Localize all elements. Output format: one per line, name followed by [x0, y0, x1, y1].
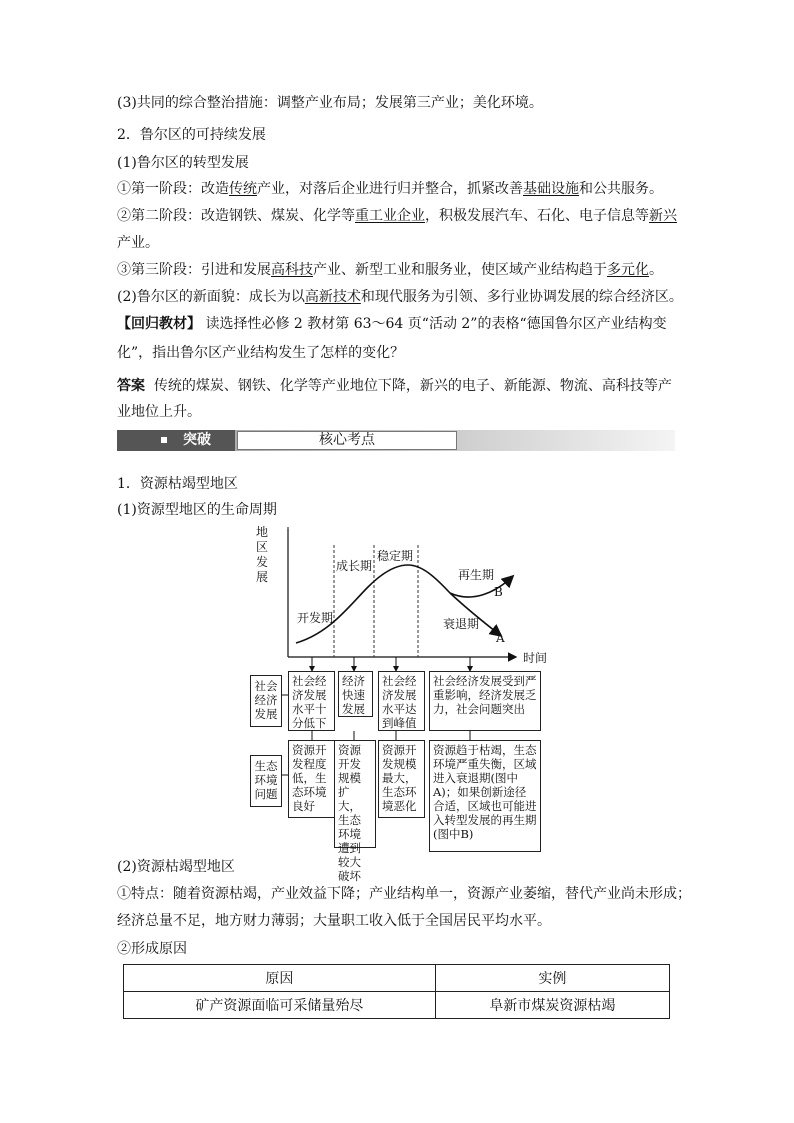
- economy-box-growth: 经济快速发展: [338, 671, 373, 717]
- stage-label: 衰退期: [443, 617, 480, 631]
- table-cell: 阜新市煤炭资源枯竭: [435, 992, 669, 1019]
- section-banner: [117, 430, 675, 451]
- text-line: 化”，指出鲁尔区产业结构发生了怎样的变化？: [117, 345, 405, 361]
- table-header: 实例: [435, 965, 669, 992]
- life-cycle-diagram: [250, 525, 560, 883]
- text-line: 产业。: [117, 235, 159, 251]
- section-heading: 1．资源枯竭型地区: [117, 476, 238, 492]
- environment-box-decline: 资源趋于枯竭，生态环境严重失衡，区域进入衰退期(图中A)；如果创新途径合适，区域也可能进入转型发展的再生期(图中B): [429, 740, 541, 852]
- text-line: 业地位上升。: [117, 404, 201, 420]
- point-label: A: [496, 631, 505, 645]
- economy-box-stable: 社会经济发展水平达到峰值: [378, 671, 425, 731]
- text-line: 经济总量不足，地方财力薄弱；大量职工收入低于全国居民平均水平。: [117, 913, 551, 929]
- table-header-row: [124, 965, 670, 992]
- text-line: ②第二阶段：改造钢铁、煤炭、化学等重工业企业，积极发展汽车、石化、电子信息等新兴: [117, 208, 677, 224]
- stage-label: 稳定期: [377, 549, 414, 563]
- stage-label: 成长期: [336, 559, 373, 573]
- row-label-economy: 社会经济发展: [250, 675, 282, 727]
- environment-box-growth: 资源开发规模扩大，生态环境遭到较大破坏: [334, 740, 376, 848]
- text-line: (3)共同的综合整治措施：调整产业布局；发展第三产业；美化环境。: [117, 95, 543, 111]
- subsection-heading: (1)资源型地区的生命周期: [117, 502, 277, 518]
- textbook-tag: 【回归教材】: [117, 316, 201, 332]
- causes-table: [123, 964, 670, 1019]
- economy-box-development: 社会经济发展水平十分低下: [288, 671, 335, 731]
- table-header: 原因: [124, 965, 436, 992]
- stage-label: 再生期: [458, 568, 495, 582]
- subsection-heading: (2)资源枯竭型地区: [117, 859, 235, 875]
- text-line: (2)鲁尔区的新面貌：成长为以高新技术和现代服务为引领、多行业协调发展的综合经济区。: [117, 289, 683, 305]
- stage-label: 开发期: [297, 611, 334, 625]
- life-cycle-curve-graph: [250, 525, 560, 665]
- answer-line: 答案 传统的煤炭、钢铁、化学等产业地位下降，新兴的电子、新能源、物流、高科技等产: [117, 378, 672, 394]
- answer-label: 答案: [117, 378, 145, 394]
- banner-title: 核心考点: [237, 431, 457, 450]
- economy-box-decline: 社会经济发展受到严重影响，经济发展乏力，社会问题突出: [429, 671, 541, 731]
- subsection-heading: (1)鲁尔区的转型发展: [117, 155, 249, 171]
- text-line: ①第一阶段：改造传统产业，对落后企业进行归并整合，抓紧改善基础设施和公共服务。: [117, 181, 663, 197]
- x-axis-label: 时间: [523, 651, 548, 665]
- life-cycle-curve: [296, 565, 450, 643]
- table-cell: 矿产资源面临可采储量殆尽: [124, 992, 436, 1019]
- banner-dark: 突破: [117, 430, 235, 451]
- text-line: 【回归教材】 读选择性必修 2 教材第 63～64 页“活动 2”的表格“德国鲁尔区产业结构变: [117, 316, 667, 332]
- y-axis-label: 地 区 发 展: [256, 525, 269, 584]
- table-row: [124, 992, 670, 1019]
- text-line: ②形成原因: [117, 941, 187, 957]
- section-heading: 2．鲁尔区的可持续发展: [117, 127, 266, 143]
- text-line: ①特点：随着资源枯竭，产业效益下降；产业结构单一，资源产业萎缩，替代产业尚未形成；: [117, 886, 691, 902]
- text-line: ③第三阶段：引进和发展高科技产业、新型工业和服务业，使区域产业结构趋于多元化。: [117, 262, 663, 278]
- point-label: B: [494, 585, 503, 599]
- environment-box-stable: 资源开发规模最大，生态环境恶化: [378, 740, 425, 818]
- environment-box-development: 资源开发程度低，生态环境良好: [288, 740, 335, 818]
- row-label-environment: 生态环境问题: [250, 755, 282, 807]
